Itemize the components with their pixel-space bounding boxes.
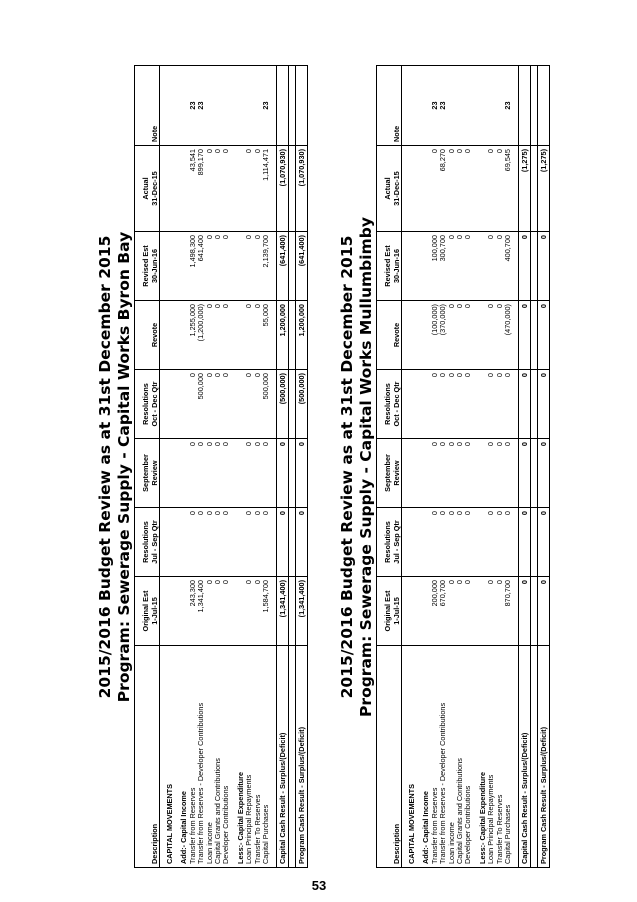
value-cell: [531, 508, 538, 577]
value-cell: [408, 370, 416, 439]
table-row: [439, 66, 447, 868]
value-cell: 1,584,700: [262, 577, 270, 646]
program-title: Program: Sewerage Supply - Capital Works Mullumbimby: [357, 217, 375, 717]
value-cell: 0: [504, 439, 512, 508]
value-cell: 400,700: [504, 232, 512, 301]
value-cell: [237, 370, 245, 439]
value-cell: 0: [519, 439, 531, 508]
value-cell: [166, 232, 174, 301]
value-cell: 0: [254, 508, 262, 577]
table-row: [289, 66, 296, 868]
value-cell: 1,200,000: [296, 301, 308, 370]
value-cell: 0: [439, 370, 447, 439]
row-label: Capital Grants and Contributions: [214, 646, 222, 868]
value-cell: 500,000: [197, 370, 205, 439]
value-cell: 0: [245, 439, 253, 508]
value-cell: [289, 577, 296, 646]
column-header: Revote: [377, 301, 402, 370]
table-row: [262, 66, 270, 868]
row-label: [289, 646, 296, 868]
value-cell: 0: [456, 508, 464, 577]
value-cell: 0: [214, 232, 222, 301]
value-cell: 0: [538, 232, 550, 301]
table-body: [160, 66, 308, 868]
note-cell: [296, 66, 308, 146]
value-cell: (500,000): [296, 370, 308, 439]
column-header: Note: [135, 66, 160, 146]
value-cell: [237, 439, 245, 508]
value-cell: 0: [487, 232, 495, 301]
value-cell: 0: [222, 439, 230, 508]
value-cell: 0: [245, 232, 253, 301]
value-cell: 0: [245, 370, 253, 439]
table-row: [206, 66, 214, 868]
column-header: Resolutions Jul - Sep Qtr: [377, 508, 402, 577]
value-cell: [531, 577, 538, 646]
table-row: [222, 66, 230, 868]
value-cell: 0: [431, 439, 439, 508]
value-cell: [166, 439, 174, 508]
value-cell: 0: [496, 577, 504, 646]
row-label: Transfer from Reserves - Developer Contributions: [197, 646, 205, 868]
value-cell: [289, 370, 296, 439]
value-cell: 0: [296, 508, 308, 577]
value-cell: (1,341,400): [296, 577, 308, 646]
value-cell: 899,170: [197, 146, 205, 232]
value-cell: 0: [254, 439, 262, 508]
note-cell: [531, 66, 538, 146]
value-cell: (1,070,930): [296, 146, 308, 232]
row-label: Transfer from Reserves: [431, 646, 439, 868]
value-cell: [479, 508, 487, 577]
value-cell: 243,300: [189, 577, 197, 646]
value-cell: 1,255,000: [189, 301, 197, 370]
value-cell: 0: [189, 439, 197, 508]
value-cell: [237, 146, 245, 232]
column-header: Revote: [135, 301, 160, 370]
value-cell: 0: [277, 439, 289, 508]
value-cell: 0: [206, 439, 214, 508]
value-cell: 0: [448, 146, 456, 232]
value-cell: [531, 146, 538, 232]
value-cell: [531, 232, 538, 301]
table-row: [456, 66, 464, 868]
value-cell: [531, 370, 538, 439]
value-cell: 0: [464, 146, 472, 232]
row-label: Loan income: [206, 646, 214, 868]
table-row: [448, 66, 456, 868]
budget-block-byron-bay: [96, 66, 308, 868]
value-cell: [166, 508, 174, 577]
value-cell: [531, 301, 538, 370]
table-row: [277, 66, 289, 868]
value-cell: 0: [496, 301, 504, 370]
row-label: CAPITAL MOVEMENTS: [408, 646, 416, 868]
note-cell: 23: [431, 66, 439, 146]
value-cell: 1,200,000: [277, 301, 289, 370]
value-cell: [180, 370, 188, 439]
value-cell: [422, 370, 430, 439]
value-cell: 0: [439, 508, 447, 577]
budget-table: [134, 65, 308, 868]
value-cell: [531, 439, 538, 508]
value-cell: 0: [245, 508, 253, 577]
value-cell: 0: [456, 439, 464, 508]
table-row: [245, 66, 253, 868]
value-cell: [289, 232, 296, 301]
value-cell: 0: [487, 508, 495, 577]
value-cell: 1,498,300: [189, 232, 197, 301]
value-cell: 500,000: [262, 370, 270, 439]
value-cell: [479, 146, 487, 232]
value-cell: [422, 508, 430, 577]
value-cell: 0: [214, 146, 222, 232]
value-cell: 0: [464, 508, 472, 577]
column-header: Resolutions Jul - Sep Qtr: [135, 508, 160, 577]
value-cell: 68,270: [439, 146, 447, 232]
value-cell: 0: [254, 301, 262, 370]
value-cell: (1,070,930): [277, 146, 289, 232]
value-cell: 0: [464, 301, 472, 370]
value-cell: [408, 232, 416, 301]
value-cell: (641,400): [296, 232, 308, 301]
value-cell: 0: [496, 370, 504, 439]
value-cell: [237, 577, 245, 646]
value-cell: [422, 439, 430, 508]
value-cell: [166, 146, 174, 232]
value-cell: 0: [448, 577, 456, 646]
budget-table: [376, 65, 550, 868]
row-label: Capital Cash Result - Surplus/(Deficit): [277, 646, 289, 868]
value-cell: (641,400): [277, 232, 289, 301]
value-cell: [180, 439, 188, 508]
value-cell: 0: [431, 146, 439, 232]
column-header: Note: [377, 66, 402, 146]
row-label: Program Cash Result - Surplus/(Deficit): [538, 646, 550, 868]
row-label: Add:- Capital Income: [422, 646, 430, 868]
value-cell: [408, 301, 416, 370]
value-cell: 0: [496, 232, 504, 301]
value-cell: 0: [464, 439, 472, 508]
value-cell: 0: [448, 232, 456, 301]
row-label: Transfer To Reserves: [254, 646, 262, 868]
table-row: [180, 66, 188, 868]
value-cell: [166, 301, 174, 370]
header-row: [377, 66, 402, 868]
value-cell: 0: [214, 301, 222, 370]
table-row: [214, 66, 222, 868]
value-cell: 55,000: [262, 301, 270, 370]
row-label: CAPITAL MOVEMENTS: [166, 646, 174, 868]
row-label: Loan Principal Repayments: [487, 646, 495, 868]
row-label: Developer Contributions: [464, 646, 472, 868]
value-cell: 0: [277, 508, 289, 577]
value-cell: 0: [206, 370, 214, 439]
value-cell: [166, 370, 174, 439]
value-cell: [479, 232, 487, 301]
value-cell: 0: [487, 146, 495, 232]
value-cell: 0: [496, 146, 504, 232]
row-label: Loan Principal Repayments: [245, 646, 253, 868]
table-row: [237, 66, 245, 868]
value-cell: [479, 577, 487, 646]
value-cell: 0: [214, 577, 222, 646]
note-cell: [456, 66, 464, 146]
value-cell: 0: [262, 508, 270, 577]
value-cell: 641,400: [197, 232, 205, 301]
value-cell: 0: [504, 508, 512, 577]
value-cell: 0: [262, 439, 270, 508]
table-row: [479, 66, 487, 868]
value-cell: 0: [538, 577, 550, 646]
value-cell: 0: [222, 232, 230, 301]
value-cell: 43,541: [189, 146, 197, 232]
row-label: [531, 646, 538, 868]
value-cell: 0: [245, 301, 253, 370]
column-header: Original Est 1-Jul-15: [135, 577, 160, 646]
value-cell: 0: [519, 508, 531, 577]
value-cell: 1,341,400: [197, 577, 205, 646]
note-cell: [479, 66, 487, 146]
value-cell: 0: [254, 577, 262, 646]
table-row: [531, 66, 538, 868]
value-cell: 0: [519, 232, 531, 301]
note-cell: 23: [504, 66, 512, 146]
row-label: Capital Cash Result - Surplus/(Deficit): [519, 646, 531, 868]
value-cell: 0: [222, 301, 230, 370]
value-cell: 0: [456, 301, 464, 370]
value-cell: [408, 508, 416, 577]
value-cell: [180, 508, 188, 577]
value-cell: [237, 301, 245, 370]
value-cell: 0: [197, 439, 205, 508]
table-body: [402, 66, 550, 868]
table-row: [496, 66, 504, 868]
program-title: Program: Sewerage Supply - Capital Works Byron Bay: [115, 231, 133, 703]
value-cell: 0: [214, 439, 222, 508]
table-row: [538, 66, 550, 868]
value-cell: 0: [206, 508, 214, 577]
value-cell: 0: [464, 370, 472, 439]
row-label: Add:- Capital Income: [180, 646, 188, 868]
row-label: Transfer from Reserves: [189, 646, 197, 868]
value-cell: 0: [206, 146, 214, 232]
note-cell: [464, 66, 472, 146]
value-cell: 0: [456, 370, 464, 439]
value-cell: 0: [431, 508, 439, 577]
column-header: Actual 31-Dec-15: [135, 146, 160, 232]
value-cell: 300,700: [439, 232, 447, 301]
value-cell: 0: [254, 232, 262, 301]
value-cell: 0: [254, 146, 262, 232]
value-cell: 0: [487, 370, 495, 439]
value-cell: 0: [487, 577, 495, 646]
value-cell: 0: [296, 439, 308, 508]
table-row: [464, 66, 472, 868]
value-cell: 100,000: [431, 232, 439, 301]
row-label: Capital Grants and Contributions: [456, 646, 464, 868]
value-cell: 0: [519, 370, 531, 439]
value-cell: 0: [504, 370, 512, 439]
value-cell: 0: [439, 439, 447, 508]
value-cell: [289, 146, 296, 232]
column-header: Description: [377, 646, 402, 868]
value-cell: 0: [538, 370, 550, 439]
value-cell: 2,139,700: [262, 232, 270, 301]
value-cell: [408, 439, 416, 508]
value-cell: 0: [206, 301, 214, 370]
row-label: Developer Contributions: [222, 646, 230, 868]
table-row: [166, 66, 174, 868]
note-cell: [538, 66, 550, 146]
note-cell: [277, 66, 289, 146]
value-cell: 0: [456, 232, 464, 301]
table-row: [254, 66, 262, 868]
budget-block-mullumbimby: [338, 66, 550, 868]
column-header: Original Est 1-Jul-15: [377, 577, 402, 646]
column-header: September Review: [135, 439, 160, 508]
note-cell: [519, 66, 531, 146]
value-cell: (1,275): [519, 146, 531, 232]
value-cell: 0: [206, 577, 214, 646]
value-cell: [289, 439, 296, 508]
row-label: Less:- Capital Expenditure: [237, 646, 245, 868]
table-row: [197, 66, 205, 868]
review-title: 2015/2016 Budget Review as at 31st December 2015: [96, 235, 114, 699]
column-header: Description: [135, 646, 160, 868]
value-cell: 0: [538, 439, 550, 508]
value-cell: 0: [538, 301, 550, 370]
note-cell: [222, 66, 230, 146]
note-cell: 23: [189, 66, 197, 146]
header-row: [135, 66, 160, 868]
note-cell: [206, 66, 214, 146]
note-cell: [487, 66, 495, 146]
value-cell: 870,700: [504, 577, 512, 646]
value-cell: (500,000): [277, 370, 289, 439]
value-cell: (370,000): [439, 301, 447, 370]
value-cell: 0: [519, 577, 531, 646]
table-row: [487, 66, 495, 868]
column-header: Resolutions Oct - Dec Qtr: [135, 370, 160, 439]
value-cell: 0: [222, 508, 230, 577]
value-cell: 0: [496, 508, 504, 577]
value-cell: (1,200,000): [197, 301, 205, 370]
value-cell: 0: [197, 508, 205, 577]
value-cell: 0: [206, 232, 214, 301]
table-row: [422, 66, 430, 868]
note-cell: [448, 66, 456, 146]
value-cell: [166, 577, 174, 646]
value-cell: 0: [456, 577, 464, 646]
value-cell: (100,000): [431, 301, 439, 370]
value-cell: 0: [448, 508, 456, 577]
value-cell: [422, 146, 430, 232]
column-header: Actual 31-Dec-15: [377, 146, 402, 232]
value-cell: [237, 232, 245, 301]
value-cell: [408, 146, 416, 232]
column-header: September Review: [377, 439, 402, 508]
value-cell: 0: [222, 577, 230, 646]
value-cell: 0: [222, 370, 230, 439]
note-cell: [237, 66, 245, 146]
value-cell: 0: [431, 370, 439, 439]
value-cell: 0: [538, 508, 550, 577]
table-row: [408, 66, 416, 868]
row-label: Less:- Capital Expenditure: [479, 646, 487, 868]
value-cell: 0: [464, 232, 472, 301]
note-cell: 23: [262, 66, 270, 146]
column-header: Revised Est 30-Jun-16: [377, 232, 402, 301]
value-cell: (470,000): [504, 301, 512, 370]
value-cell: 0: [254, 370, 262, 439]
row-label: Program Cash Result - Surplus/(Deficit): [296, 646, 308, 868]
value-cell: 0: [214, 508, 222, 577]
value-cell: (1,275): [538, 146, 550, 232]
review-title: 2015/2016 Budget Review as at 31st December 2015: [338, 235, 356, 699]
value-cell: 0: [189, 370, 197, 439]
table-row: [519, 66, 531, 868]
value-cell: 0: [464, 577, 472, 646]
row-label: Transfer To Reserves: [496, 646, 504, 868]
value-cell: 0: [448, 301, 456, 370]
value-cell: 0: [456, 146, 464, 232]
value-cell: 0: [245, 577, 253, 646]
value-cell: (1,341,400): [277, 577, 289, 646]
value-cell: 0: [189, 508, 197, 577]
note-cell: 23: [197, 66, 205, 146]
note-cell: [245, 66, 253, 146]
value-cell: [289, 508, 296, 577]
value-cell: [479, 370, 487, 439]
value-cell: 0: [487, 439, 495, 508]
note-cell: [408, 66, 416, 146]
value-cell: 0: [448, 439, 456, 508]
rotated-page: [80, 66, 564, 868]
value-cell: 0: [519, 301, 531, 370]
note-cell: [166, 66, 174, 146]
value-cell: [237, 508, 245, 577]
table-row: [504, 66, 512, 868]
note-cell: [289, 66, 296, 146]
value-cell: 0: [487, 301, 495, 370]
value-cell: 670,700: [439, 577, 447, 646]
value-cell: [289, 301, 296, 370]
value-cell: 69,545: [504, 146, 512, 232]
value-cell: 0: [214, 370, 222, 439]
value-cell: 200,000: [431, 577, 439, 646]
value-cell: 1,114,471: [262, 146, 270, 232]
value-cell: 0: [448, 370, 456, 439]
row-label: Capital Purchases: [262, 646, 270, 868]
note-cell: [214, 66, 222, 146]
value-cell: 0: [496, 439, 504, 508]
value-cell: [408, 577, 416, 646]
value-cell: 0: [245, 146, 253, 232]
row-label: Loan income: [448, 646, 456, 868]
row-label: Transfer from Reserves - Developer Contributions: [439, 646, 447, 868]
column-header: Resolutions Oct - Dec Qtr: [377, 370, 402, 439]
value-cell: [479, 301, 487, 370]
table-row: [296, 66, 308, 868]
note-cell: 23: [439, 66, 447, 146]
row-label: Capital Purchases: [504, 646, 512, 868]
value-cell: [479, 439, 487, 508]
value-cell: 0: [222, 146, 230, 232]
page-number: 53: [311, 878, 327, 893]
column-header: Revised Est 30-Jun-16: [135, 232, 160, 301]
